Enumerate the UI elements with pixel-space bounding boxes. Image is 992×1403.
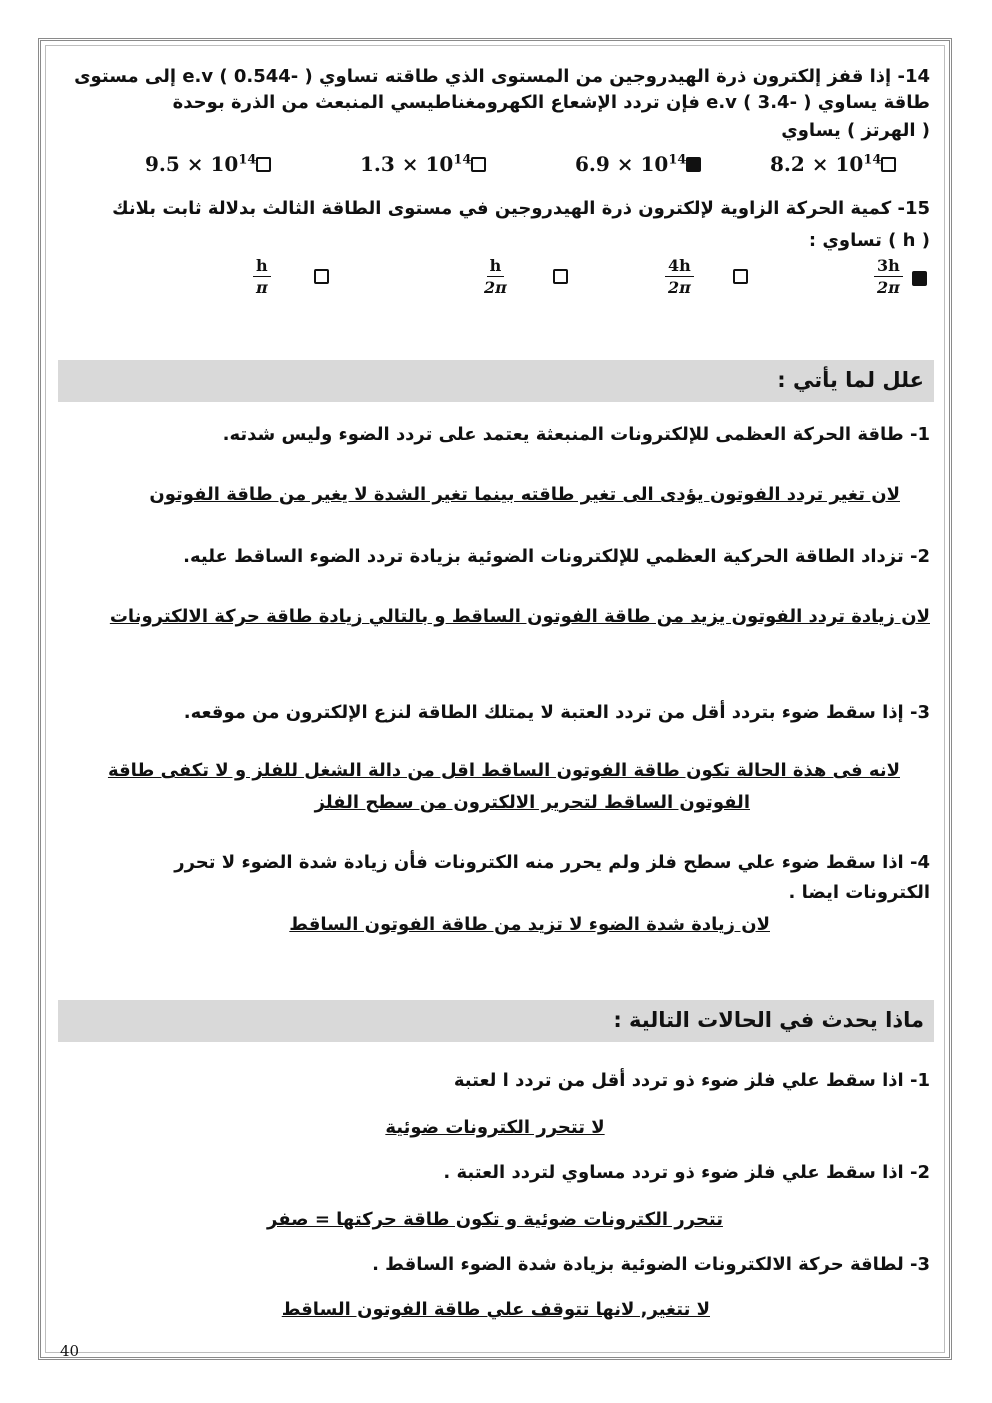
reason-4-question-line1: 4- اذا سقط ضوء علي سطح فلز ولم يحرر منه الكترونات فأن زيادة شدة الضوء لا تحرر (174, 852, 930, 873)
reason-4-answer: لان زيادة شدة الضوء لا تزيد من طاقة الفوتون الساقط (289, 914, 770, 935)
case-2-question: 2- اذا سقط علي فلز ضوء ذو تردد مساوي لتردد العتبة . (443, 1162, 930, 1183)
q15-option-4-checkbox-icon[interactable] (314, 269, 329, 284)
reason-3-answer-line1: لانه فى هذة الحالة تكون طاقة الفوتون الساقط اقل من دالة الشغل للفلز و لا تكفى طاقة (107, 760, 900, 781)
reason-3-question: 3- إذا سقط ضوء بتردد أقل من تردد العتبة لا يمتلك الطاقة لنزع الإلكترون من موقعه. (183, 702, 930, 723)
q15-option-3-checkbox-icon[interactable] (553, 269, 568, 284)
q14-line2: طاقة يساوي e.v ( 3.4- ) فإن تردد الإشعاع الكهرومغناطيسي المنبعث من الذرة بوحدة (172, 92, 930, 113)
q14-line3: ( الهرتز ) يساوي (781, 120, 930, 141)
section-title-reasons: علل لما يأتي : (777, 368, 924, 392)
case-3-question: 3- لطاقة حركة الالكترونات الضوئية بزيادة شدة الضوء الساقط . (372, 1254, 930, 1275)
q15-option-2-checkbox-icon[interactable] (733, 269, 748, 284)
checkbox-icon[interactable] (471, 157, 486, 172)
q14-option-2[interactable]: $6.9 \times 10^{14}$ (575, 152, 701, 176)
case-1-answer: لا تتحرر الكترونات ضوئية (385, 1117, 605, 1138)
q14-option-1[interactable]: $8.2 \times 10^{14}$ (770, 152, 896, 176)
reason-3-answer-line2: الفوتون الساقط لتحرير الالكترون من سطح الفلز (314, 792, 750, 813)
case-2-answer: تتحرر الكترونات ضوئية و تكون طاقة حركتها = صفر (267, 1209, 723, 1230)
q15-option-3: $\frac{h}{2\pi}$ (484, 256, 507, 297)
checkbox-icon[interactable] (881, 157, 896, 172)
reason-2-answer: لان زيادة تردد الفوتون يزيد من طاقة الفوتون الساقط و بالتالي زيادة طاقة حركة الالكترونات (109, 606, 930, 627)
q15-option-4: $\frac{h}{\pi}$ (253, 256, 271, 297)
q14-line1: 14- إذا قفز إلكترون ذرة الهيدروجين من المستوى الذي طاقته تساوي e.v ( 0.544- ) إلى مستوى (74, 66, 930, 87)
q15-option-1-checked-box-icon[interactable] (912, 271, 927, 286)
reason-1-question: 1- طاقة الحركة العظمى للإلكترونات المنبعثة يعتمد على تردد الضوء وليس شدته. (222, 424, 930, 445)
checkbox-icon[interactable] (256, 157, 271, 172)
section-header-reasons (58, 360, 934, 402)
case-1-question: 1- اذا سقط علي فلز ضوء ذو تردد أقل من تردد ا لعتبة (453, 1070, 930, 1091)
reason-2-question: 2- تزداد الطاقة الحركية العظمي للإلكترونات الضوئية بزيادة تردد الضوء الساقط عليه. (183, 546, 930, 567)
case-3-answer: لا تتغير, لانها تتوقف علي طاقة الفوتون الساقط (281, 1299, 710, 1320)
q14-option-3[interactable]: $1.3 \times 10^{14}$ (360, 152, 486, 176)
checked-box-icon[interactable] (686, 157, 701, 172)
q15-option-2: $\frac{4h}{2\pi}$ (665, 256, 694, 297)
page-number: 40 (60, 1342, 80, 1360)
q15-line2: ( h ) تساوي : (808, 230, 930, 251)
q14-option-4[interactable]: $9.5 \times 10^{14}$ (145, 152, 271, 176)
reason-4-question-line2: الكترونات ايضا . (788, 882, 930, 903)
reason-1-answer: لان تغير تردد الفوتون يؤدى الى تغير طاقته بينما تغير الشدة لا يغير من طاقة الفوتون (149, 484, 900, 505)
section-header-what-happens (58, 1000, 934, 1042)
q15-option-1: $\frac{3h}{2\pi}$ (874, 256, 903, 297)
section-title-what-happens: ماذا يحدث في الحالات التالية : (613, 1008, 924, 1032)
q15-line1: 15- كمية الحركة الزاوية لإلكترون ذرة الهيدروجين في مستوى الطاقة الثالث بدلالة ثابت بلانك (112, 198, 930, 219)
